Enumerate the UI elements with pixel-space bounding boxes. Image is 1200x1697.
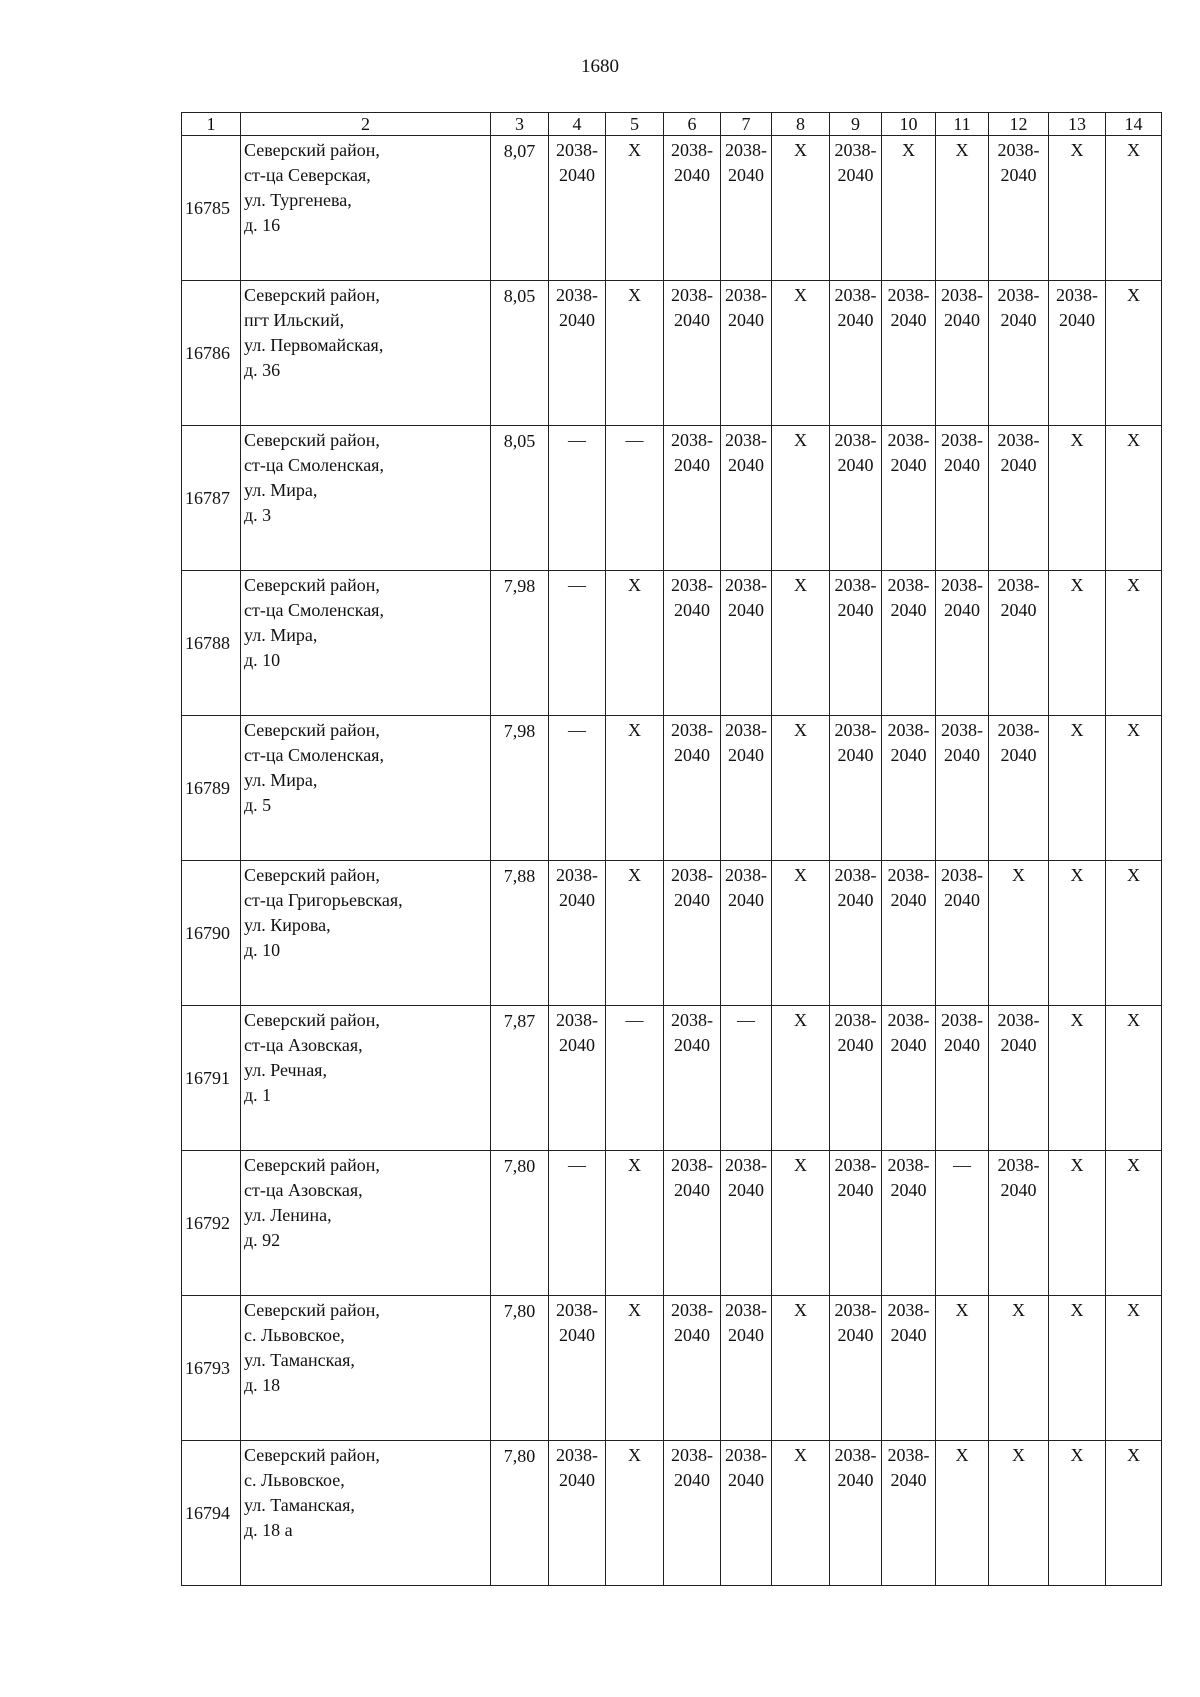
period-cell: 2038- 2040 [882,716,936,861]
value-cell: 7,80 [491,1441,549,1586]
value-cell: 7,88 [491,861,549,1006]
address-line: ст-ца Смоленская, [244,455,384,475]
period-cell: Х [1106,716,1162,861]
row-number: 16785 [182,136,241,281]
page-number: 1680 [581,56,619,77]
address-line: д. 10 [244,940,281,960]
column-header: 8 [772,113,830,136]
period-cell: 2038- 2040 [882,571,936,716]
address-line: ул. Первомайская, [244,335,384,355]
column-header: 3 [491,113,549,136]
period-cell: 2038- 2040 [936,1006,989,1151]
table-row [182,136,1162,281]
period-cell: Х [1106,136,1162,281]
value-cell: 7,87 [491,1006,549,1151]
address-line: д. 16 [244,215,281,235]
address-line: ул. Кирова, [244,915,331,935]
period-cell: 2038- 2040 [830,1151,882,1296]
period-cell: 2038- 2040 [936,716,989,861]
value-cell: 7,98 [491,716,549,861]
period-cell: Х [1106,426,1162,571]
period-cell: 2038- 2040 [830,136,882,281]
period-cell: Х [1049,426,1106,571]
period-cell: Х [772,861,830,1006]
table-row [182,716,1162,861]
period-cell: 2038- 2040 [882,426,936,571]
address-line: ул. Таманская, [244,1350,355,1370]
period-cell: Х [772,716,830,861]
column-header: 14 [1106,113,1162,136]
period-cell: Х [936,136,989,281]
period-cell: 2038- 2040 [882,861,936,1006]
table-header [182,113,1162,136]
column-header: 11 [936,113,989,136]
period-cell: 2038- 2040 [1049,281,1106,426]
period-cell: Х [1049,571,1106,716]
period-cell: Х [1106,1006,1162,1151]
period-cell: 2038- 2040 [721,861,772,1006]
period-cell: — [936,1151,989,1296]
column-header: 5 [606,113,664,136]
period-cell: Х [1049,861,1106,1006]
row-number: 16792 [182,1151,241,1296]
column-header: 1 [182,113,241,136]
period-cell: 2038- 2040 [882,1151,936,1296]
period-cell: 2038- 2040 [989,1151,1049,1296]
address-line: д. 5 [244,795,272,815]
period-cell: 2038- 2040 [830,1441,882,1586]
period-cell: Х [1049,1296,1106,1441]
address-line: Северский район, [244,1300,380,1320]
period-cell: 2038- 2040 [721,426,772,571]
period-cell: 2038- 2040 [882,281,936,426]
column-header: 6 [664,113,721,136]
period-cell: 2038- 2040 [830,281,882,426]
period-cell: 2038- 2040 [936,571,989,716]
period-cell: Х [1049,136,1106,281]
period-cell: 2038- 2040 [882,1441,936,1586]
period-cell: 2038- 2040 [549,1441,606,1586]
address-line: д. 1 [244,1085,272,1105]
period-cell: — [549,426,606,571]
period-cell: 2038- 2040 [936,426,989,571]
period-cell: Х [882,136,936,281]
row-number: 16790 [182,861,241,1006]
address-line: Северский район, [244,720,380,740]
address-line: ул. Мира, [244,770,318,790]
period-cell: Х [1049,716,1106,861]
period-cell: Х [989,1441,1049,1586]
row-number: 16786 [182,281,241,426]
period-cell: 2038- 2040 [721,1151,772,1296]
address-line: с. Львовское, [244,1325,345,1345]
period-cell: 2038- 2040 [549,1006,606,1151]
period-cell: 2038- 2040 [830,571,882,716]
period-cell: Х [606,861,664,1006]
period-cell: Х [1106,1296,1162,1441]
period-cell: 2038- 2040 [989,426,1049,571]
value-cell: 8,07 [491,136,549,281]
table-row [182,426,1162,571]
period-cell: 2038- 2040 [549,861,606,1006]
table-row [182,571,1162,716]
period-cell: Х [772,1441,830,1586]
period-cell: 2038- 2040 [549,136,606,281]
address-line: Северский район, [244,1445,380,1465]
period-cell: Х [936,1296,989,1441]
address-line: д. 3 [244,505,272,525]
address-line: ул. Мира, [244,480,318,500]
period-cell: Х [989,1296,1049,1441]
period-cell: Х [772,571,830,716]
period-cell: 2038- 2040 [721,716,772,861]
period-cell: 2038- 2040 [989,1006,1049,1151]
table-row [182,861,1162,1006]
column-header: 13 [1049,113,1106,136]
period-cell: 2038- 2040 [664,716,721,861]
address-line: ул. Таманская, [244,1495,355,1515]
address-line: д. 92 [244,1230,281,1250]
address-line: ст-ца Смоленская, [244,600,384,620]
period-cell: — [549,571,606,716]
address-cell [241,426,491,571]
address-cell [241,1296,491,1441]
header-row [182,113,1162,136]
period-cell: Х [606,1151,664,1296]
address-cell [241,716,491,861]
period-cell: Х [1049,1441,1106,1586]
address-line: д. 36 [244,360,281,380]
address-line: Северский район, [244,285,380,305]
address-line: ст-ца Григорьевская, [244,890,403,910]
table-row [182,1441,1162,1586]
address-line: ст-ца Азовская, [244,1035,363,1055]
period-cell: Х [772,136,830,281]
period-cell: Х [1106,1151,1162,1296]
period-cell: Х [989,861,1049,1006]
address-line: Северский район, [244,430,380,450]
address-cell [241,136,491,281]
period-cell: 2038- 2040 [664,571,721,716]
period-cell: 2038- 2040 [721,1296,772,1441]
address-line: ст-ца Северская, [244,165,371,185]
address-line: ул. Тургенева, [244,190,352,210]
period-cell: Х [606,716,664,861]
address-line: Северский район, [244,1155,380,1175]
register-table [181,112,1162,1586]
value-cell: 7,98 [491,571,549,716]
period-cell: 2038- 2040 [549,1296,606,1441]
period-cell: Х [606,136,664,281]
period-cell: Х [1049,1006,1106,1151]
address-line: д. 10 [244,650,281,670]
period-cell: Х [772,281,830,426]
period-cell: 2038- 2040 [882,1296,936,1441]
period-cell: — [606,426,664,571]
column-header: 7 [721,113,772,136]
period-cell: 2038- 2040 [989,716,1049,861]
row-number: 16788 [182,571,241,716]
period-cell: Х [772,426,830,571]
address-line: ст-ца Азовская, [244,1180,363,1200]
address-cell [241,1151,491,1296]
period-cell: 2038- 2040 [664,1006,721,1151]
table-body [182,136,1162,1586]
address-cell [241,1441,491,1586]
address-line: Северский район, [244,865,380,885]
period-cell: 2038- 2040 [549,281,606,426]
period-cell: 2038- 2040 [989,136,1049,281]
table-row [182,1296,1162,1441]
period-cell: 2038- 2040 [664,136,721,281]
address-line: ул. Ленина, [244,1205,332,1225]
address-line: пгт Ильский, [244,310,345,330]
period-cell: 2038- 2040 [882,1006,936,1151]
period-cell: — [549,1151,606,1296]
period-cell: 2038- 2040 [830,1006,882,1151]
period-cell: Х [772,1151,830,1296]
period-cell: Х [1106,571,1162,716]
period-cell: Х [1049,1151,1106,1296]
period-cell: Х [606,1441,664,1586]
column-header: 10 [882,113,936,136]
period-cell: Х [936,1441,989,1586]
column-header: 12 [989,113,1049,136]
value-cell: 7,80 [491,1151,549,1296]
address-line: д. 18 [244,1375,281,1395]
address-cell [241,861,491,1006]
address-line: ул. Речная, [244,1060,327,1080]
row-number: 16793 [182,1296,241,1441]
address-line: Северский район, [244,1010,380,1030]
row-number: 16794 [182,1441,241,1586]
period-cell: 2038- 2040 [989,571,1049,716]
period-cell: Х [772,1006,830,1151]
column-header: 4 [549,113,606,136]
row-number: 16791 [182,1006,241,1151]
period-cell: Х [1106,281,1162,426]
period-cell: 2038- 2040 [721,571,772,716]
period-cell: 2038- 2040 [989,281,1049,426]
period-cell: Х [606,1296,664,1441]
value-cell: 8,05 [491,426,549,571]
row-number: 16789 [182,716,241,861]
row-number: 16787 [182,426,241,571]
period-cell: 2038- 2040 [664,1296,721,1441]
period-cell: 2038- 2040 [830,426,882,571]
column-header: 2 [241,113,491,136]
period-cell: 2038- 2040 [664,1151,721,1296]
period-cell: 2038- 2040 [721,136,772,281]
period-cell: 2038- 2040 [664,426,721,571]
period-cell: Х [772,1296,830,1441]
table-row [182,281,1162,426]
address-line: ст-ца Смоленская, [244,745,384,765]
period-cell: 2038- 2040 [936,861,989,1006]
period-cell: Х [1106,1441,1162,1586]
period-cell: 2038- 2040 [664,861,721,1006]
address-line: Северский район, [244,140,380,160]
period-cell: Х [606,571,664,716]
value-cell: 7,80 [491,1296,549,1441]
period-cell: 2038- 2040 [830,1296,882,1441]
table-row [182,1006,1162,1151]
period-cell: Х [1106,861,1162,1006]
period-cell: 2038- 2040 [721,281,772,426]
period-cell: 2038- 2040 [830,861,882,1006]
address-line: с. Львовское, [244,1470,345,1490]
value-cell: 8,05 [491,281,549,426]
period-cell: — [606,1006,664,1151]
period-cell: — [721,1006,772,1151]
address-cell [241,281,491,426]
period-cell: 2038- 2040 [664,281,721,426]
period-cell: 2038- 2040 [830,716,882,861]
address-line: ул. Мира, [244,625,318,645]
period-cell: Х [606,281,664,426]
table-row [182,1151,1162,1296]
address-cell [241,571,491,716]
period-cell: 2038- 2040 [664,1441,721,1586]
address-line: Северский район, [244,575,380,595]
column-header: 9 [830,113,882,136]
period-cell: — [549,716,606,861]
period-cell: 2038- 2040 [721,1441,772,1586]
address-line: д. 18 а [244,1520,293,1540]
period-cell: 2038- 2040 [936,281,989,426]
address-cell [241,1006,491,1151]
